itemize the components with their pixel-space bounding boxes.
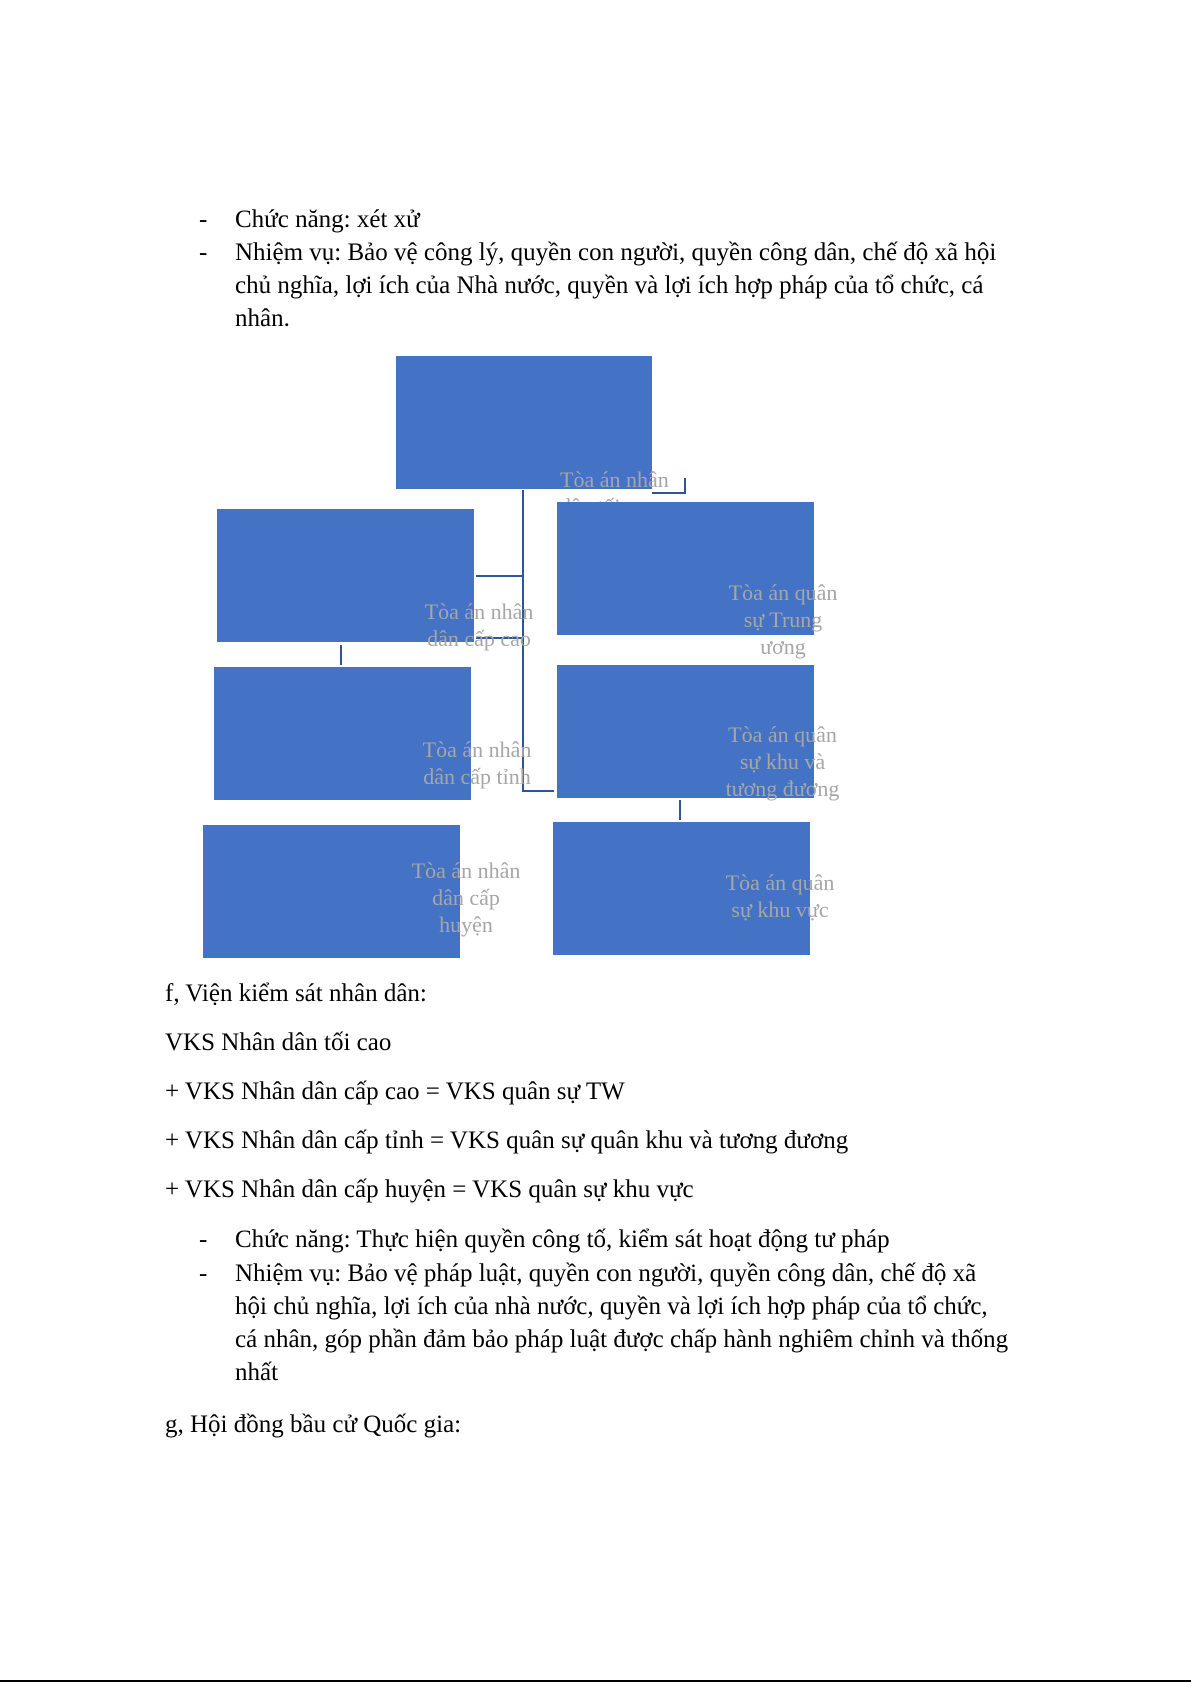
bullet-dash: -: [199, 1260, 208, 1287]
section-f-item-2: + VKS Nhân dân cấp cao = VKS quân sự TW: [165, 1078, 625, 1105]
function-line: Chức năng: xét xử: [235, 206, 420, 233]
page-bottom-rule: [0, 1680, 1191, 1682]
duty-line-3: nhân.: [235, 305, 290, 332]
org-label-left-2: [402, 736, 552, 790]
org-label-left-3: [391, 857, 541, 938]
section-f-heading: f, Viện kiểm sát nhân dân:: [165, 980, 427, 1007]
bullet-dash: -: [199, 1226, 208, 1253]
section-f-duty-line-2: hội chủ nghĩa, lợi ích của nhà nước, quyền và lợi ích hợp pháp của tổ chức,: [235, 1293, 988, 1320]
section-f-duty-line-3: cá nhân, góp phần đảm bảo pháp luật được chấp hành nghiêm chỉnh và thống: [235, 1326, 1009, 1353]
section-f-item-3: + VKS Nhân dân cấp tỉnh = VKS quân sự quân khu và tương đương: [165, 1127, 849, 1154]
duty-line-2: chủ nghĩa, lợi ích của Nhà nước, quyền và lợi ích hợp pháp của tổ chức, cá: [235, 272, 984, 299]
org-label-line: Tòa án quân: [725, 870, 835, 895]
org-label-right-2: [700, 721, 865, 802]
org-label-right-1: [708, 579, 858, 660]
org-label-line: dân cấp tỉnh: [423, 764, 531, 789]
section-f-item-4: + VKS Nhân dân cấp huyện = VKS quân sự khu vực: [165, 1176, 694, 1203]
org-label-line: dân cấp cao: [427, 626, 531, 651]
org-label-line: sự khu vực: [731, 897, 829, 922]
section-f-item-1: VKS Nhân dân tối cao: [165, 1029, 392, 1056]
org-label-line: Tòa án quân: [728, 722, 837, 747]
bullet-dash: -: [199, 239, 208, 266]
duty-line-1: Nhiệm vụ: Bảo vệ công lý, quyền con người, quyền công dân, chế độ xã hội: [235, 239, 997, 266]
section-f-duty-line-1: Nhiệm vụ: Bảo vệ pháp luật, quyền con người, quyền công dân, chế độ xã: [235, 1260, 977, 1287]
connector-right-2: [522, 790, 554, 792]
org-label-line: sự Trung: [743, 607, 823, 632]
connector-left-2: [340, 645, 342, 665]
org-label-line: tương đương: [725, 776, 840, 801]
org-label-line: Tòa án nhân: [424, 599, 534, 624]
org-label-line: dân cấp: [432, 885, 500, 910]
bullet-dash: -: [199, 206, 208, 233]
connector-right-3: [679, 800, 681, 820]
connector-left-1: [476, 575, 523, 577]
org-label-left-1: [404, 598, 554, 652]
section-f-function-line: Chức năng: Thực hiện quyền công tố, kiểm sát hoạt động tư pháp: [235, 1226, 890, 1253]
org-label-right-3: [705, 869, 855, 923]
org-label-line: huyện: [439, 912, 493, 937]
org-label-line: Tòa án nhân: [411, 858, 521, 883]
org-label-line: ương: [760, 634, 806, 659]
org-label-line: Tòa án nhân: [422, 737, 532, 762]
org-label-line: Tòa án quân: [728, 580, 838, 605]
section-g-heading: g, Hội đồng bầu cử Quốc gia:: [165, 1411, 462, 1438]
section-f-duty-line-4: nhất: [235, 1359, 279, 1386]
org-label-line: sự khu và: [739, 749, 826, 774]
org-label-line: Tòa án nhân: [560, 467, 669, 492]
